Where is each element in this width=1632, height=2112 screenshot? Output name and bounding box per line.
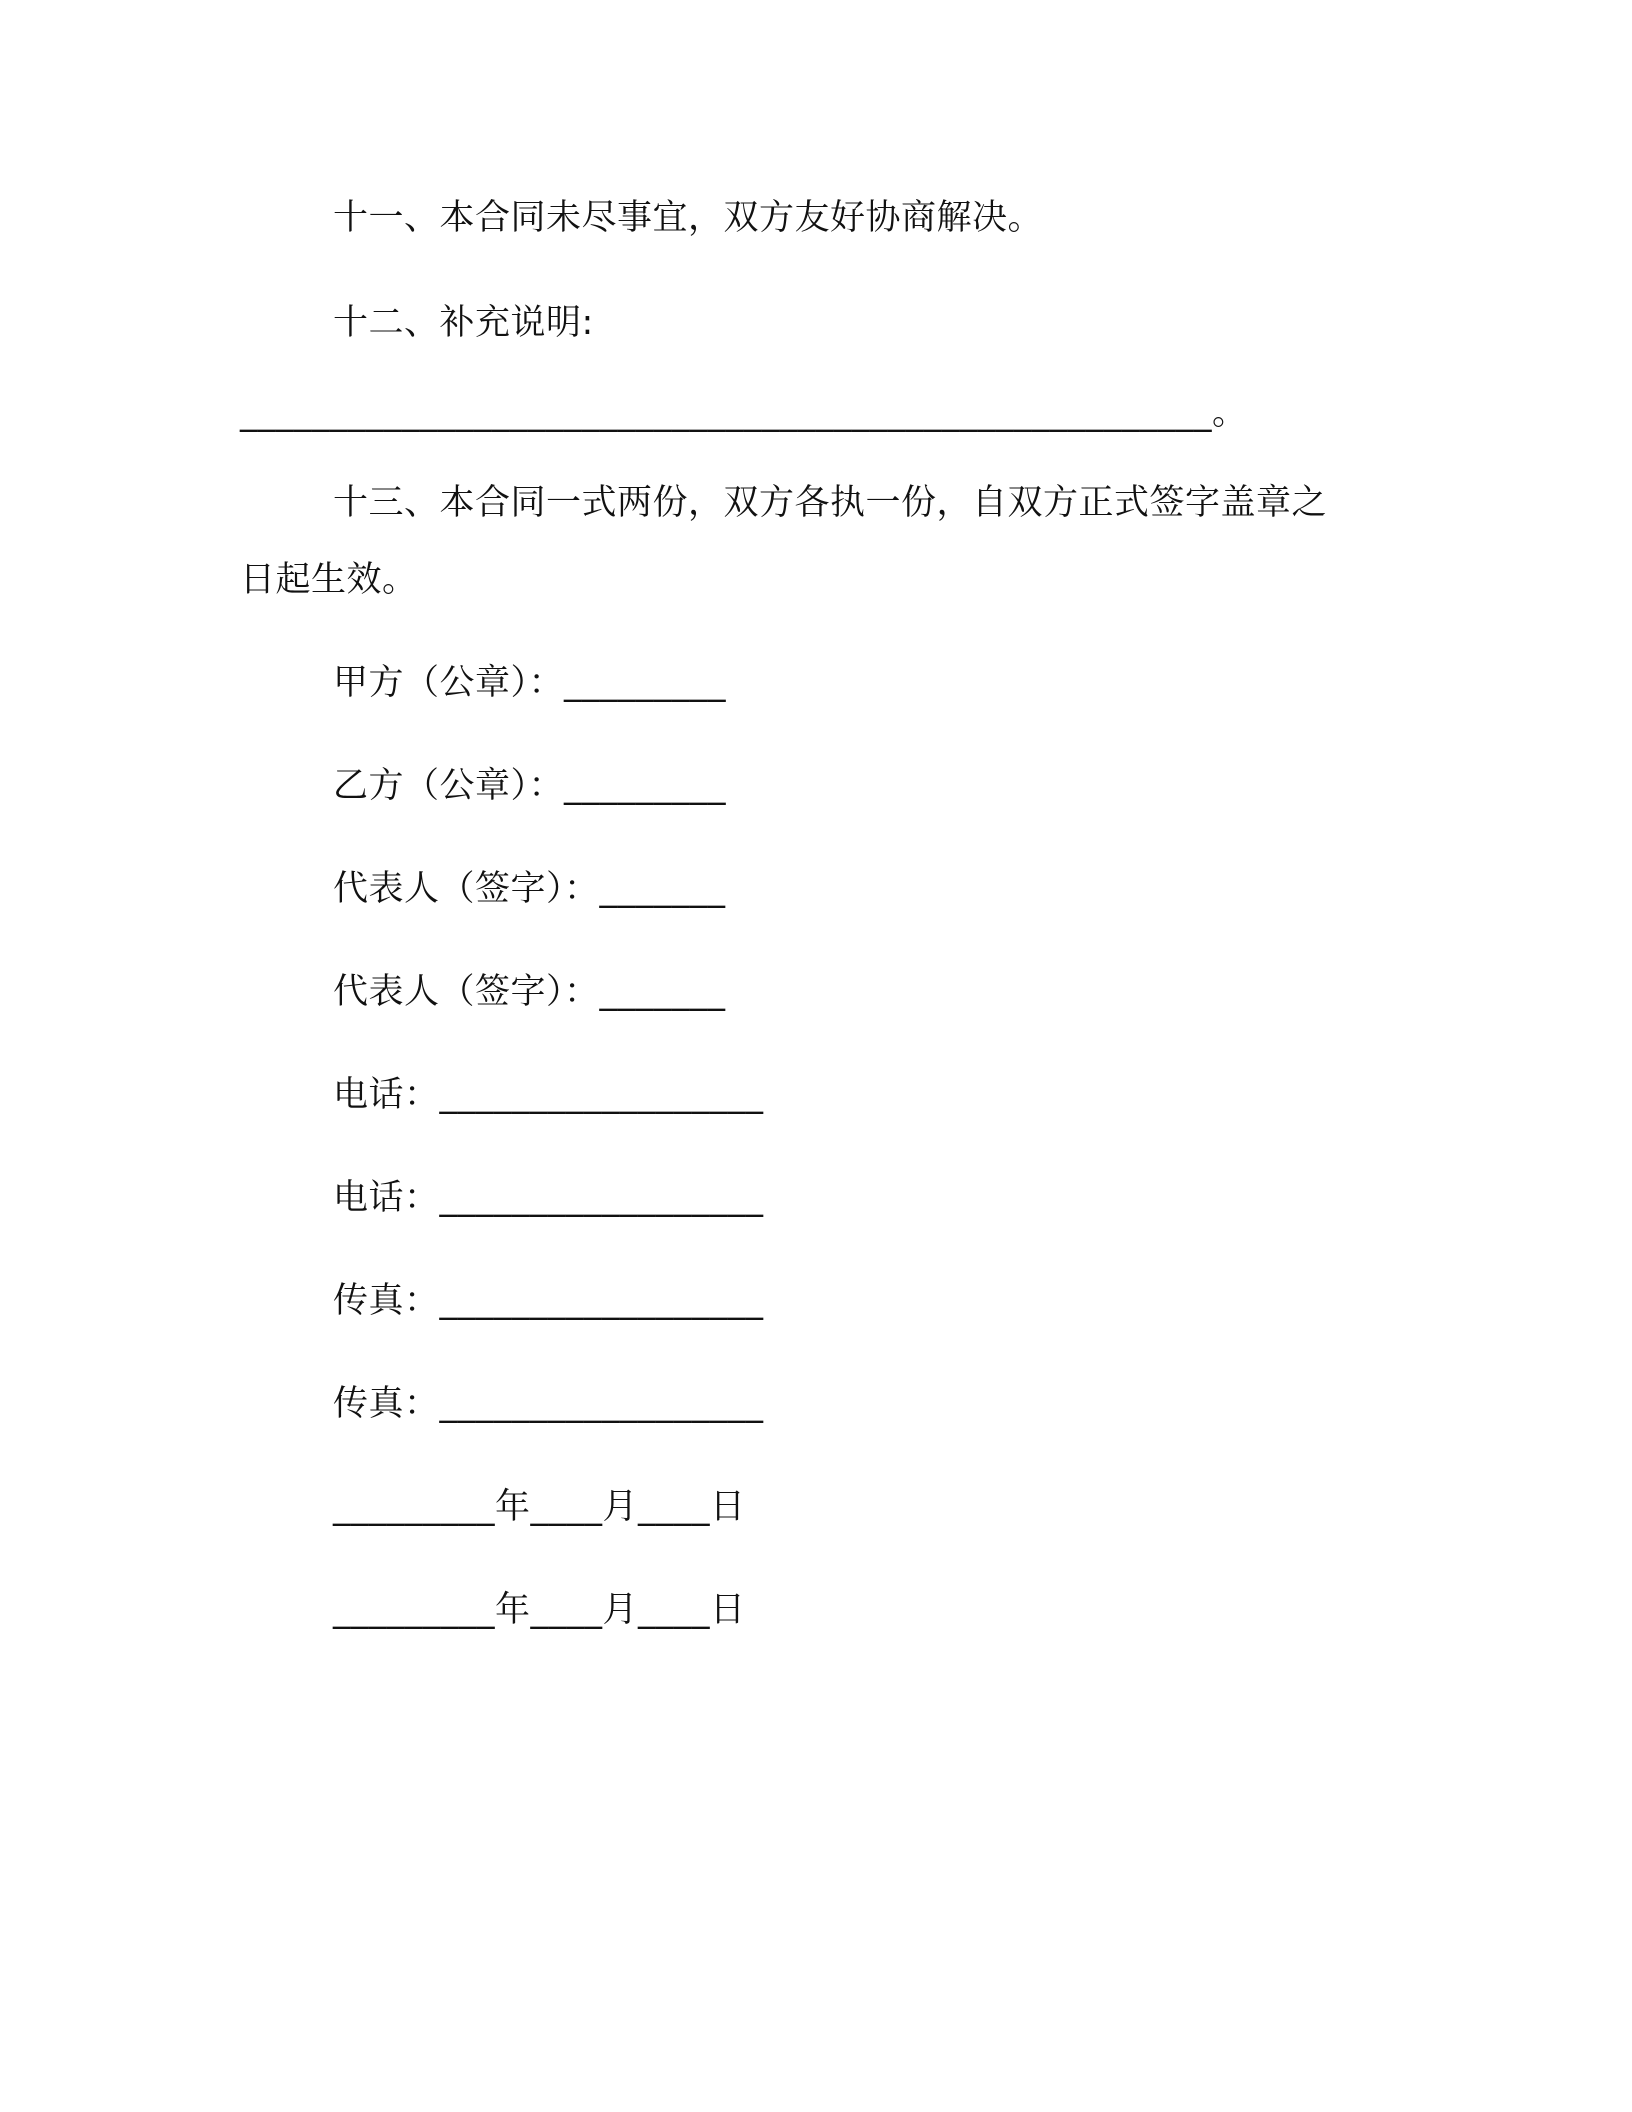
clause-11: 十一、本合同未尽事宜，双方友好协商解决。 bbox=[333, 198, 1044, 238]
party-a-seal-field: 甲方（公章）：_________ bbox=[333, 663, 727, 703]
date-field-1: _________年____月____日 bbox=[333, 1487, 746, 1527]
fax-field-2: 传真：__________________ bbox=[333, 1384, 764, 1424]
fax-field-1: 传真：__________________ bbox=[333, 1281, 764, 1321]
party-b-seal-field: 乙方（公章）：_________ bbox=[333, 766, 727, 806]
date-field-2: _________年____月____日 bbox=[333, 1590, 746, 1630]
phone-field-1: 电话：__________________ bbox=[333, 1075, 764, 1115]
representative-signature-2: 代表人（签字）：_______ bbox=[333, 972, 726, 1012]
phone-field-2: 电话：__________________ bbox=[333, 1178, 764, 1218]
clause-13-line2: 日起生效。 bbox=[240, 560, 418, 600]
clause-13-line1: 十三、本合同一式两份，双方各执一份，自双方正式签字盖章之 bbox=[333, 483, 1328, 523]
representative-signature-1: 代表人（签字）：_______ bbox=[333, 869, 726, 909]
clause-12-heading: 十二、补充说明: bbox=[333, 303, 594, 343]
clause-12-blank: ______________________________________________________。 bbox=[240, 393, 1248, 433]
